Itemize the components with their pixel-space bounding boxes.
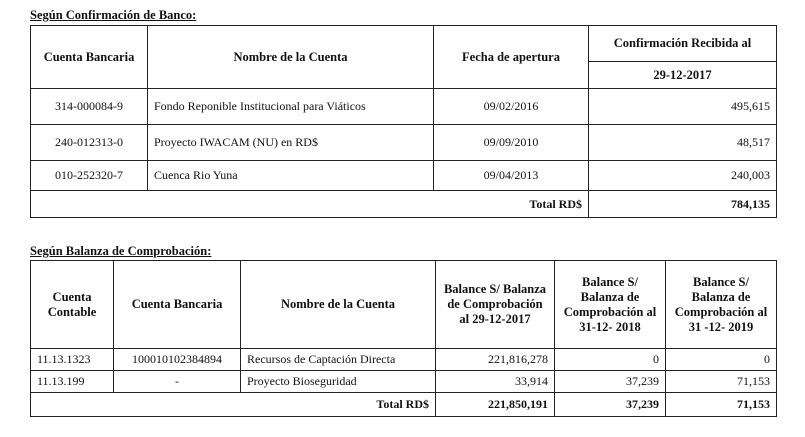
- ledger-account: 11.13.199: [31, 371, 114, 393]
- total-value: 784,135: [589, 191, 777, 218]
- account-name: Proyecto IWACAM (NU) en RD$: [148, 125, 434, 161]
- header-cuenta-bancaria: Cuenta Bancaria: [31, 26, 148, 89]
- opening-date: 09/02/2016: [434, 89, 589, 125]
- balance-2017: 221,816,278: [436, 349, 555, 371]
- total-2019: 71,153: [666, 393, 777, 417]
- total-2018: 37,239: [555, 393, 666, 417]
- total-row: [31, 191, 777, 218]
- opening-date: 09/09/2010: [434, 125, 589, 161]
- balance-2019: 71,153: [666, 371, 777, 393]
- account-number: 240-012313-0: [31, 125, 148, 161]
- header-confirmacion-fecha: 29-12-2017: [589, 62, 777, 89]
- table-row: [31, 349, 777, 371]
- header-balance-2019: Balance S/ Balanza de Comprobación al 31 -12- 2019: [666, 261, 777, 349]
- bank-account: -: [114, 371, 241, 393]
- table-row: [31, 371, 777, 393]
- total-label: Total RD$: [31, 191, 589, 218]
- confirmed-amount: 495,615: [589, 89, 777, 125]
- balance-2018: 37,239: [555, 371, 666, 393]
- balance-2017: 33,914: [436, 371, 555, 393]
- total-label: Total RD$: [31, 393, 436, 417]
- header-cuenta-bancaria: Cuenta Bancaria: [114, 261, 241, 349]
- account-number: 010-252320-7: [31, 161, 148, 191]
- confirmed-amount: 48,517: [589, 125, 777, 161]
- header-balance-2018: Balance S/ Balanza de Comprobación al 31-12- 2018: [555, 261, 666, 349]
- trial-balance-table: [30, 260, 777, 417]
- total-2017: 221,850,191: [436, 393, 555, 417]
- table-row: [31, 161, 777, 191]
- bank-confirmation-table: [30, 25, 777, 218]
- balance-section-title: Según Balanza de Comprobación:: [30, 244, 212, 258]
- header-cuenta-contable: Cuenta Contable: [31, 261, 114, 349]
- balance-2019: 0: [666, 349, 777, 371]
- table-row: [31, 89, 777, 125]
- confirmed-amount: 240,003: [589, 161, 777, 191]
- header-fecha-apertura: Fecha de apertura: [434, 26, 589, 89]
- balance-2018: 0: [555, 349, 666, 371]
- account-name: Fondo Reponible Institucional para Viáticos: [148, 89, 434, 125]
- opening-date: 09/04/2013: [434, 161, 589, 191]
- ledger-account: 11.13.1323: [31, 349, 114, 371]
- bank-section-title: Según Confirmación de Banco:: [30, 8, 197, 22]
- header-nombre-cuenta: Nombre de la Cuenta: [241, 261, 436, 349]
- header-confirmacion: Confirmación Recibida al: [589, 26, 777, 62]
- bank-account: 100010102384894: [114, 349, 241, 371]
- header-balance-2017: Balance S/ Balanza de Comprobación al 29-12-2017: [436, 261, 555, 349]
- total-row: [31, 393, 777, 417]
- header-nombre-cuenta: Nombre de la Cuenta: [148, 26, 434, 89]
- account-name: Recursos de Captación Directa: [241, 349, 436, 371]
- account-number: 314-000084-9: [31, 89, 148, 125]
- account-name: Cuenca Rio Yuna: [148, 161, 434, 191]
- account-name: Proyecto Bioseguridad: [241, 371, 436, 393]
- table-row: [31, 125, 777, 161]
